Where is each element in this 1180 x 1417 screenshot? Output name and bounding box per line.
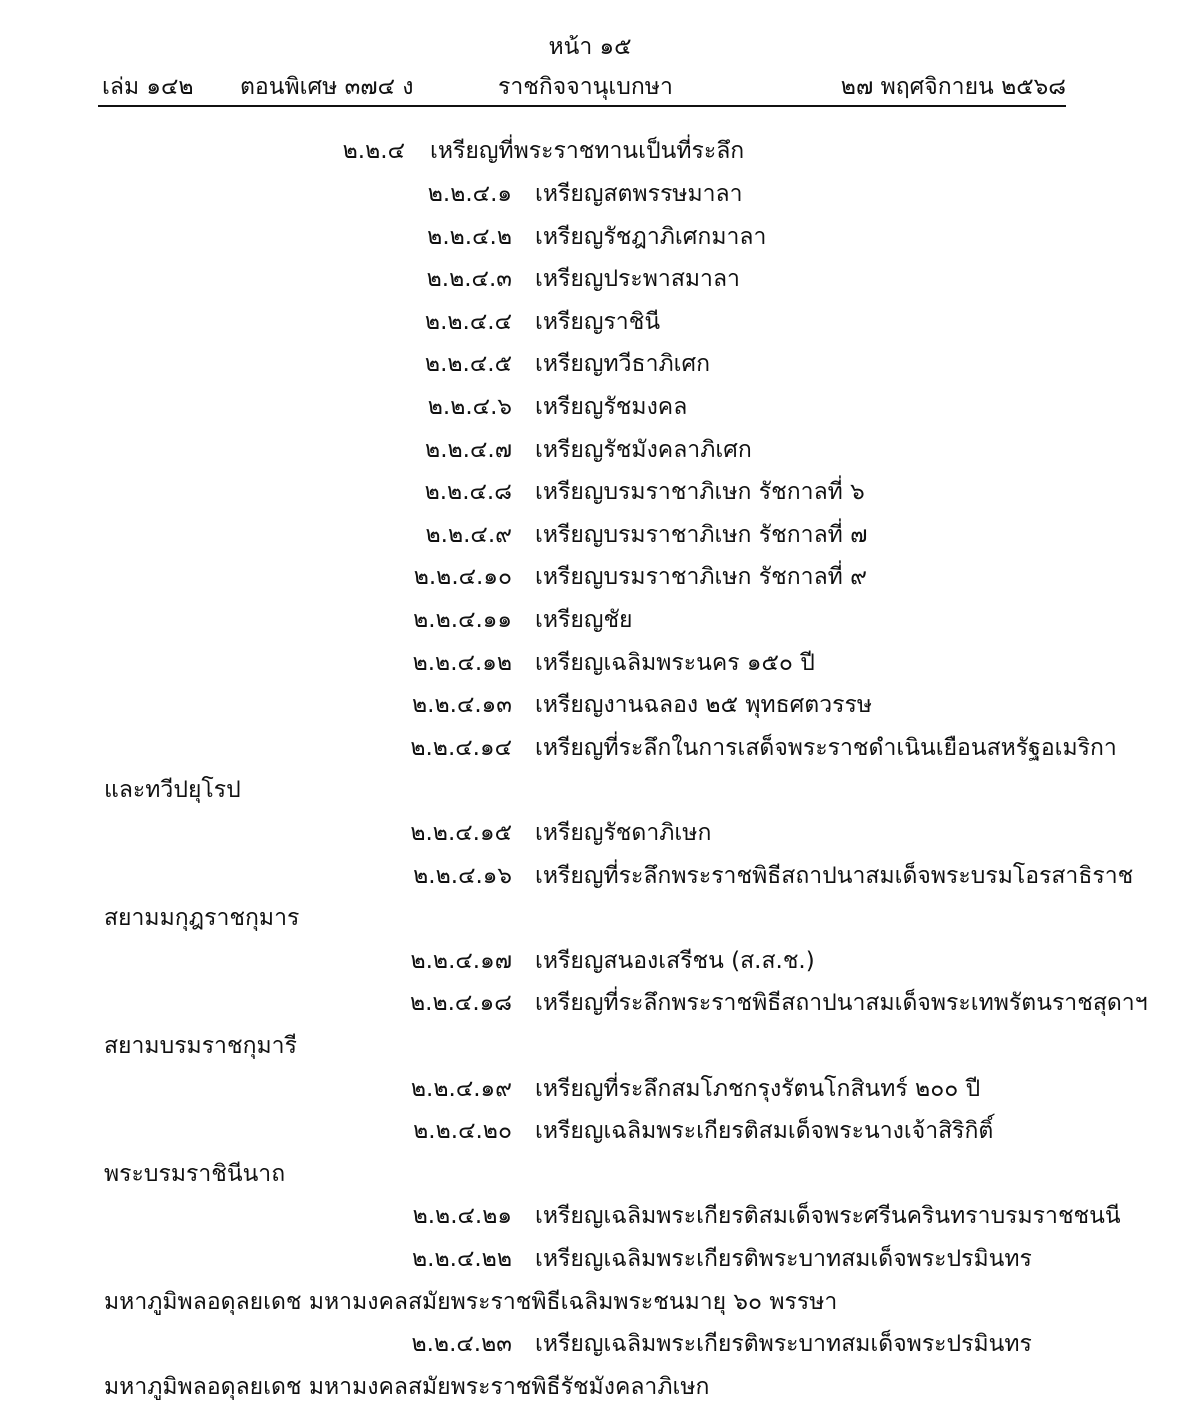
item-number: ๒.๒.๔.๑๐ — [413, 564, 512, 591]
item-number: ๒.๒.๔.๑๖ — [413, 862, 512, 889]
issue-label: ตอนพิเศษ ๓๗๔ ง — [240, 74, 414, 100]
page-number: หน้า ๑๕ — [548, 34, 632, 60]
item-number: ๒.๒.๔.๑๘ — [409, 990, 512, 1017]
item-text: เหรียญบรมราชาภิเษก รัชกาลที่ ๙ — [535, 564, 867, 591]
item-number: ๒.๒.๔.๑๕ — [410, 820, 512, 846]
item-text: เหรียญบรมราชาภิเษก รัชกาลที่ ๖ — [535, 479, 865, 506]
item-text: เหรียญเฉลิมพระเกียรติสมเด็จพระนางเจ้าสิริกิติ์ — [535, 1118, 994, 1145]
item-number: ๒.๒.๔.๗ — [425, 436, 512, 463]
item-text: เหรียญประพาสมาลา — [535, 266, 740, 293]
item-text: เหรียญเฉลิมพระนคร ๑๕๐ ปี — [535, 649, 815, 676]
item-text: เหรียญเฉลิมพระเกียรติพระบาทสมเด็จพระปรมินทร — [535, 1246, 1032, 1272]
item-number: ๒.๒.๔.๑๔ — [410, 734, 512, 761]
gazette-name: ราชกิจจานุเบกษา — [498, 74, 673, 100]
item-text: เหรียญรัชดาภิเษก — [535, 820, 712, 846]
item-continuation: พระบรมราชินีนาถ — [104, 1160, 286, 1187]
item-text: เหรียญที่ระลึกในการเสด็จพระราชดำเนินเยือนสหรัฐอเมริกา — [535, 734, 1117, 761]
item-number: ๒.๒.๔.๓ — [426, 266, 512, 293]
item-number: ๒.๒.๔.๑๗ — [410, 947, 512, 974]
volume-label: เล่ม ๑๔๒ — [102, 74, 194, 100]
item-number: ๒.๒.๔.๒ — [427, 223, 512, 250]
item-number: ๒.๒.๔.๑๒ — [412, 649, 512, 676]
item-number: ๒.๒.๔.๒๐ — [413, 1118, 512, 1145]
item-number: ๒.๒.๔.๑๓ — [412, 692, 512, 719]
item-text: เหรียญทวีธาภิเศก — [535, 351, 711, 378]
item-text: เหรียญสนองเสรีชน (ส.ส.ช.) — [535, 947, 815, 974]
item-text: เหรียญสตพรรษมาลา — [535, 181, 743, 207]
item-number: ๒.๒.๔.๕ — [424, 351, 512, 378]
item-continuation: สยามบรมราชกุมารี — [104, 1033, 297, 1059]
item-text: เหรียญชัย — [535, 607, 633, 633]
item-number: ๒.๒.๔.๑๙ — [410, 1075, 512, 1102]
item-text: เหรียญงานฉลอง ๒๕ พุทธศตวรรษ — [535, 692, 872, 719]
item-text: เหรียญบรมราชาภิเษก รัชกาลที่ ๗ — [535, 521, 868, 548]
item-text: เหรียญที่ระลึกสมโภชกรุงรัตนโกสินทร์ ๒๐๐ ปี — [535, 1075, 981, 1102]
item-number: ๒.๒.๔.๑๑ — [413, 607, 512, 633]
publication-date: ๒๗ พฤศจิกายน ๒๕๖๘ — [840, 74, 1066, 100]
item-number: ๒.๒.๔.๑ — [427, 181, 512, 207]
item-number: ๒.๒.๔.๖ — [427, 394, 512, 420]
item-text: เหรียญรัชมังคลาภิเศก — [535, 436, 752, 463]
item-text: เหรียญเฉลิมพระเกียรติสมเด็จพระศรีนครินทราบรมราชชนนี — [535, 1203, 1121, 1230]
item-text: เหรียญรัชมงคล — [535, 394, 688, 420]
item-number: ๒.๒.๔.๔ — [424, 308, 512, 335]
item-continuation: สยามมกุฎราชกุมาร — [104, 905, 300, 932]
item-continuation: มหาภูมิพลอดุลยเดช มหามงคลสมัยพระราชพิธีรัชมังคลาภิเษก — [104, 1373, 710, 1400]
item-continuation: มหาภูมิพลอดุลยเดช มหามงคลสมัยพระราชพิธีเฉลิมพระชนมายุ ๖๐ พรรษา — [104, 1288, 838, 1315]
item-number: ๒.๒.๔.๒๒ — [412, 1246, 512, 1272]
item-text: เหรียญเฉลิมพระเกียรติพระบาทสมเด็จพระปรมินทร — [535, 1331, 1032, 1358]
section-title: เหรียญที่พระราชทานเป็นที่ระลึก — [430, 138, 745, 164]
item-text: เหรียญรัชฎาภิเศกมาลา — [535, 223, 767, 250]
item-text: เหรียญที่ระลึกพระราชพิธีสถาปนาสมเด็จพระบรมโอรสาธิราช — [535, 862, 1134, 889]
header-divider — [98, 105, 1066, 107]
item-continuation: และทวีปยุโรป — [104, 777, 241, 804]
section-number: ๒.๒.๔ — [342, 138, 405, 164]
item-number: ๒.๒.๔.๘ — [424, 479, 512, 506]
item-number: ๒.๒.๔.๙ — [425, 521, 512, 548]
item-number: ๒.๒.๔.๒๑ — [412, 1203, 512, 1230]
item-number: ๒.๒.๔.๒๓ — [411, 1331, 512, 1358]
item-text: เหรียญที่ระลึกพระราชพิธีสถาปนาสมเด็จพระเทพรัตนราชสุดาฯ — [535, 990, 1148, 1017]
item-text: เหรียญราชินี — [535, 308, 661, 335]
